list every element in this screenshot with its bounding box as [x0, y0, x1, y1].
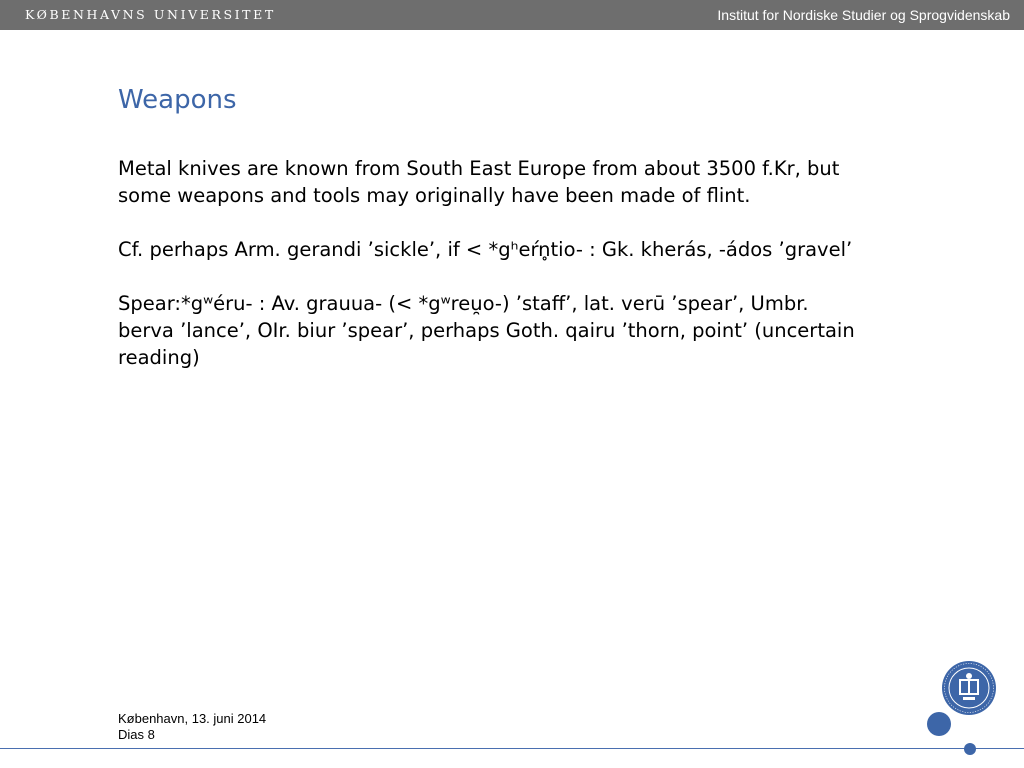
header-bar [0, 0, 1024, 30]
footer [118, 711, 266, 743]
decorative-dot-small [964, 743, 976, 755]
decorative-dot-large [927, 712, 951, 736]
footer-slide-number: Dias 8 [118, 727, 155, 742]
institute-name: Institut for Nordiske Studier og Sprogvidenskab [717, 7, 1010, 23]
paragraph-knives: Metal knives are known from South East Europe from about 3500 f.Kr, but some weapons and tools may originally have been made of flint. [118, 157, 840, 207]
footer-place-date: København, 13. juni 2014 [118, 711, 267, 726]
slide-body [118, 155, 858, 398]
paragraph-spear: Spear:*gʷéru- : Av. grauua- (< *gʷreu̯o-) ’staff’, lat. verū ’spear’, Umbr. berva ’lance’, OIr. biur ’spear’, perhaps Goth. qairu ’thorn, point’ (uncertain reading) [118, 292, 855, 369]
university-name: KØBENHAVNS UNIVERSITET [25, 7, 276, 22]
slide-title: Weapons [118, 85, 237, 115]
university-seal-icon [941, 660, 997, 716]
paragraph-sickle: Cf. perhaps Arm. gerandi ’sickle’, if < *gʰeŕn̥tio- : Gk. kherás, -ádos ’gravel’ [118, 238, 853, 261]
footer-divider [0, 748, 1024, 749]
